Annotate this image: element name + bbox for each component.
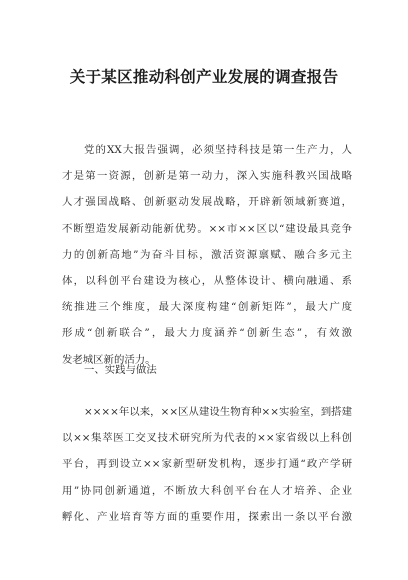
section-heading: 一、实践与做法 — [84, 364, 157, 376]
paragraph-line: 力的创新高地”为奋斗目标，激活资源禀赋、融合多元主 — [62, 248, 352, 261]
paragraph-line: 平台，再到设立××家新型研发机构，逐步打通“政产学研 — [62, 458, 352, 471]
paragraph-line: 孵化、产业培育等方面的重要作用，探索出一条以平台激 — [62, 510, 352, 523]
paragraph-line: 以××集萃医工交叉技术研究所为代表的××家省级以上科创 — [62, 432, 352, 445]
paragraph-line: 体，以科创平台建设为核心，从整体设计、横向融通、系 — [62, 274, 352, 287]
paragraph-line: 统推进三个维度，最大深度构建“创新矩阵”，最大广度 — [62, 301, 352, 314]
paragraph-line: 党的XX大报告强调，必须坚持科技是第一生产力，人 — [84, 144, 352, 156]
paragraph-line: 才是第一资源，创新是第一动力，深入实施科教兴国战略 — [62, 170, 352, 183]
paragraph-line: 发老城区新的活力。 — [62, 353, 156, 366]
paragraph-line: 人才强国战略、创新驱动发展战略，开辟新领域新赛道， — [62, 196, 352, 209]
intro-paragraph — [62, 137, 352, 373]
document-title: 关于某区推动科创产业发展的调查报告 — [69, 68, 339, 86]
practice-paragraph — [62, 399, 352, 530]
paragraph-line: 用”协同创新通道，不断放大科创平台在人才培养、企业 — [62, 484, 352, 497]
paragraph-line: 形成“创新联合”，最大力度涵养“创新生态”，有效激 — [62, 327, 352, 340]
paragraph-line: ××××年以来，××区从建设生物育种××实验室，到搭建 — [84, 406, 352, 418]
paragraph-line: 不断塑造发展新动能新优势。××市××区以“建设最具竞争 — [62, 222, 352, 235]
